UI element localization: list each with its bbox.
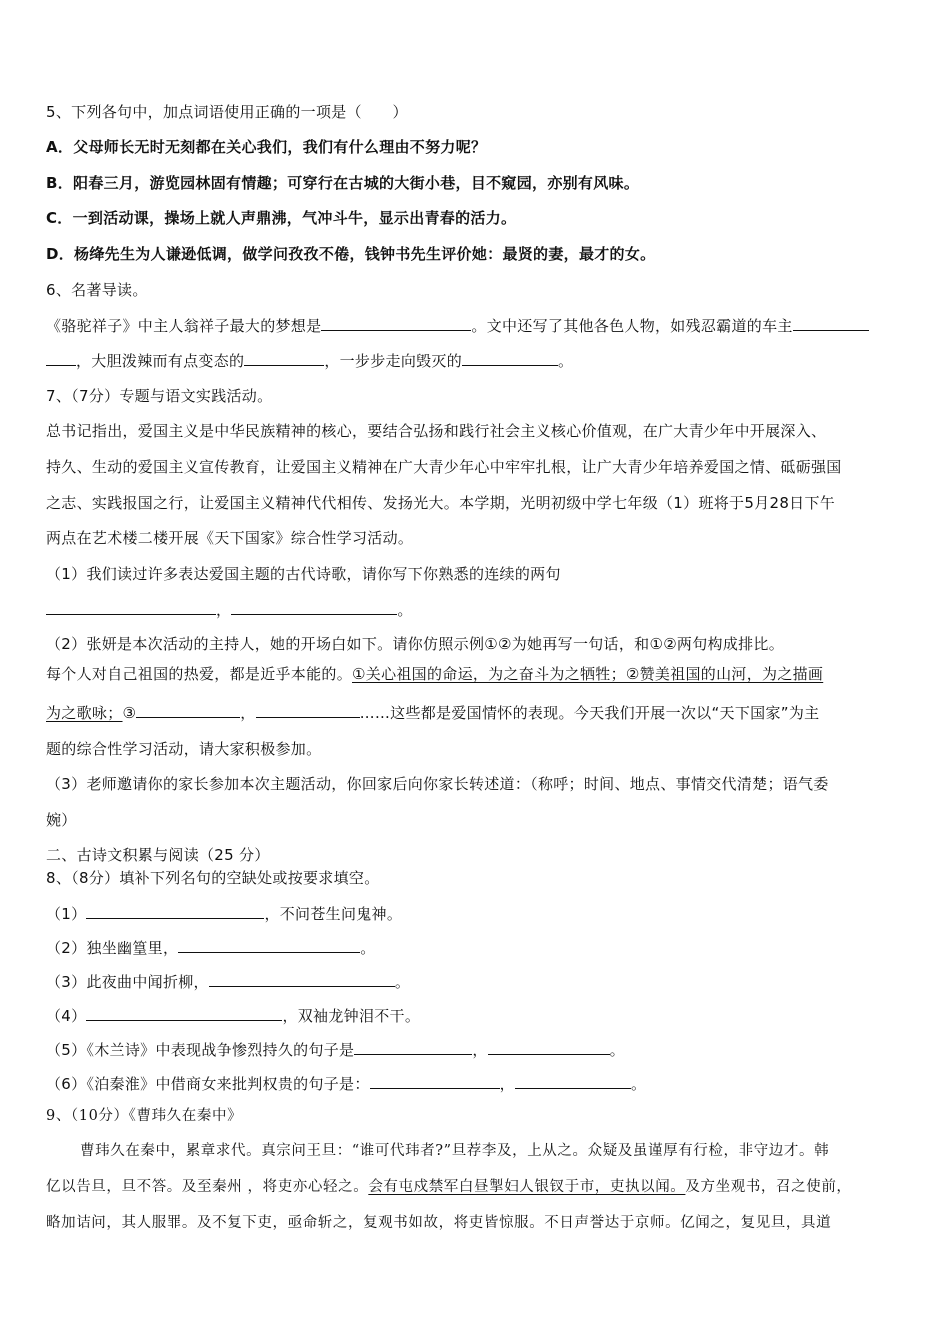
q6-line-2 bbox=[46, 350, 906, 371]
answer-blank[interactable] bbox=[86, 1005, 282, 1021]
q8-item-text: ， bbox=[472, 1041, 488, 1059]
answer-blank[interactable] bbox=[354, 1039, 472, 1055]
q8-item-text: 。 bbox=[360, 939, 376, 957]
q9-passage-line: 略加诘问，其人服罪。及不复下吏，亟命斩之，复观书如故，将吏皆惊服。不日声誉达于京师。亿闻之，复见旦，具道 bbox=[46, 1215, 832, 1231]
q7-sub-1-answer bbox=[46, 599, 906, 620]
q8-item-text: ，不问苍生问鬼神。 bbox=[264, 905, 403, 923]
q6-stem: 6、名著导读。 bbox=[46, 281, 148, 299]
q8-item-label: （4） bbox=[46, 1007, 87, 1025]
q7-period: 。 bbox=[397, 601, 413, 619]
q7-circle-3: ③ bbox=[122, 704, 137, 722]
q5-option-c: C．一到活动课，操场上就人声鼎沸，气冲斗牛，显示出青春的活力。 bbox=[46, 209, 517, 227]
q7-paragraph-line: 持久、生动的爱国主义宣传教育，让爱国主义精神在广大青少年心中牢牢扎根，让广大青少年培养爱国之情、砥砺强国 bbox=[46, 458, 842, 476]
q8-item-3 bbox=[46, 971, 906, 992]
q6-text-2c: 。 bbox=[558, 352, 574, 370]
answer-blank[interactable] bbox=[793, 315, 869, 331]
q7-sub-3: （3）老师邀请你的家长参加本次主题活动，你回家后向你家长转述道：（称呼；时间、地点、事情交代清楚；语气委 bbox=[46, 775, 829, 793]
answer-blank[interactable] bbox=[256, 702, 360, 718]
q8-item-text: 。 bbox=[630, 1075, 647, 1093]
q6-text-1a: 《骆驼祥子》中主人翁祥子最大的梦想是 bbox=[46, 317, 322, 335]
q7-sub-2-line-3: 题的综合性学习活动，请大家积极参加。 bbox=[46, 740, 322, 758]
answer-blank[interactable] bbox=[178, 937, 360, 953]
q9-stem: 9、（10分）《曹玮久在秦中》 bbox=[46, 1108, 243, 1124]
q7-paragraph-line: 两点在艺术楼二楼开展《天下国家》综合性学习活动。 bbox=[46, 529, 414, 547]
answer-blank[interactable] bbox=[488, 1039, 610, 1055]
answer-blank[interactable] bbox=[515, 1073, 631, 1089]
answer-blank[interactable] bbox=[370, 1073, 500, 1089]
q6-text-2b: ，一步步走向毁灭的 bbox=[324, 352, 463, 370]
q8-item-4 bbox=[46, 1005, 906, 1026]
q7-example-text: 为之歌咏； bbox=[46, 704, 123, 722]
q7-sub-2-text: ……这些都是爱国情怀的表现。今天我们开展一次以“天下国家”为主 bbox=[359, 704, 820, 722]
answer-blank[interactable] bbox=[209, 971, 395, 987]
q9-passage-line: 曹玮久在秦中，累章求代。真宗问王旦：“谁可代玮者?”旦荐李及，上从之。众疑及虽谨厚有行检，非守边才。韩 bbox=[80, 1143, 830, 1159]
q8-item-5 bbox=[46, 1039, 906, 1060]
q8-item-6 bbox=[46, 1073, 906, 1094]
q8-item-label: （1） bbox=[46, 905, 87, 923]
q8-item-text: ，双袖龙钟泪不干。 bbox=[282, 1007, 421, 1025]
q9-passage-line bbox=[46, 1177, 906, 1197]
q7-sub-3-end: 婉） bbox=[46, 811, 77, 829]
q7-paragraph-line: 总书记指出，爱国主义是中华民族精神的核心，要结合弘扬和践行社会主义核心价值观，在广大青少年中开展深入、 bbox=[46, 422, 827, 440]
q8-item-text: 。 bbox=[394, 973, 411, 991]
q9-passage-text: 亿以告旦，旦不答。及至秦州 ，将吏亦心轻之。 bbox=[46, 1179, 369, 1195]
answer-blank[interactable] bbox=[46, 350, 76, 366]
q9-underlined-sentence: 会有屯戍禁军白昼掣妇人银钗于市，吏执以闻。 bbox=[368, 1179, 686, 1195]
q8-item-text: （6）《泊秦淮》中借商女来批判权贵的句子是： bbox=[46, 1075, 370, 1093]
q7-comma: ， bbox=[216, 601, 232, 619]
q8-stem: 8、（8分）填补下列名句的空缺处或按要求填空。 bbox=[46, 869, 380, 887]
q5-option-a: A．父母师长无时无刻都在关心我们，我们有什么理由不努力呢？ bbox=[46, 138, 487, 156]
q8-item-text: 。 bbox=[609, 1041, 625, 1059]
q8-item-1 bbox=[46, 903, 906, 924]
q7-sub-2-line-1 bbox=[46, 664, 906, 684]
q7-sub-2-text: 每个人对自己祖国的热爱，都是近乎本能的。 bbox=[46, 665, 353, 683]
q8-item-2 bbox=[46, 937, 906, 958]
q7-paragraph-line: 之志、实践报国之行，让爱国主义精神代代相传、发扬光大。本学期，光明初级中学七年级（1）班将于5月28日下午 bbox=[46, 494, 836, 512]
answer-blank[interactable] bbox=[136, 702, 240, 718]
q7-sub-1: （1）我们读过许多表达爱国主题的古代诗歌，请你写下你熟悉的连续的两句 bbox=[46, 565, 561, 583]
q8-item-text: （3）此夜曲中闻折柳， bbox=[46, 973, 209, 991]
answer-blank[interactable] bbox=[462, 350, 558, 366]
answer-blank[interactable] bbox=[231, 599, 397, 615]
q8-item-text: ， bbox=[499, 1075, 515, 1093]
answer-blank[interactable] bbox=[86, 903, 264, 919]
q7-sub-2-line-2 bbox=[46, 702, 906, 723]
q7-comma: ， bbox=[240, 704, 256, 722]
q7-example-text: ①关心祖国的命运，为之奋斗为之牺牲；②赞美祖国的山河，为之描画 bbox=[352, 665, 824, 683]
answer-blank[interactable] bbox=[46, 599, 216, 615]
section-2-title: 二、古诗文积累与阅读（25 分） bbox=[46, 846, 270, 864]
q6-text-1b: 。文中还写了其他各色人物，如残忍霸道的车主 bbox=[471, 317, 793, 335]
answer-blank[interactable] bbox=[321, 315, 471, 331]
q7-stem: 7、（7分）专题与语文实践活动。 bbox=[46, 387, 273, 405]
q6-line-1 bbox=[46, 315, 906, 336]
q5-option-b: B．阳春三月，游览园林固有情趣；可穿行在古城的大街小巷，目不窥园，亦别有风味。 bbox=[46, 174, 640, 192]
q6-text-2a: ，大胆泼辣而有点变态的 bbox=[76, 352, 245, 370]
q5-stem: 5、下列各句中，加点词语使用正确的一项是（ ） bbox=[46, 103, 408, 121]
q5-option-d: D．杨绛先生为人谦逊低调，做学问孜孜不倦，钱钟书先生评价她：最贤的妻，最才的女。 bbox=[46, 245, 656, 263]
q8-item-text: （2）独坐幽篁里， bbox=[46, 939, 179, 957]
answer-blank[interactable] bbox=[244, 350, 324, 366]
q9-passage-text: 及方坐观书，召之使前， bbox=[685, 1179, 852, 1195]
q8-item-text: （5）《木兰诗》中表现战争惨烈持久的句子是 bbox=[46, 1041, 355, 1059]
q7-sub-2: （2）张妍是本次活动的主持人，她的开场白如下。请你仿照示例①②为她再写一句话，和①②两句构成排比。 bbox=[46, 635, 785, 653]
